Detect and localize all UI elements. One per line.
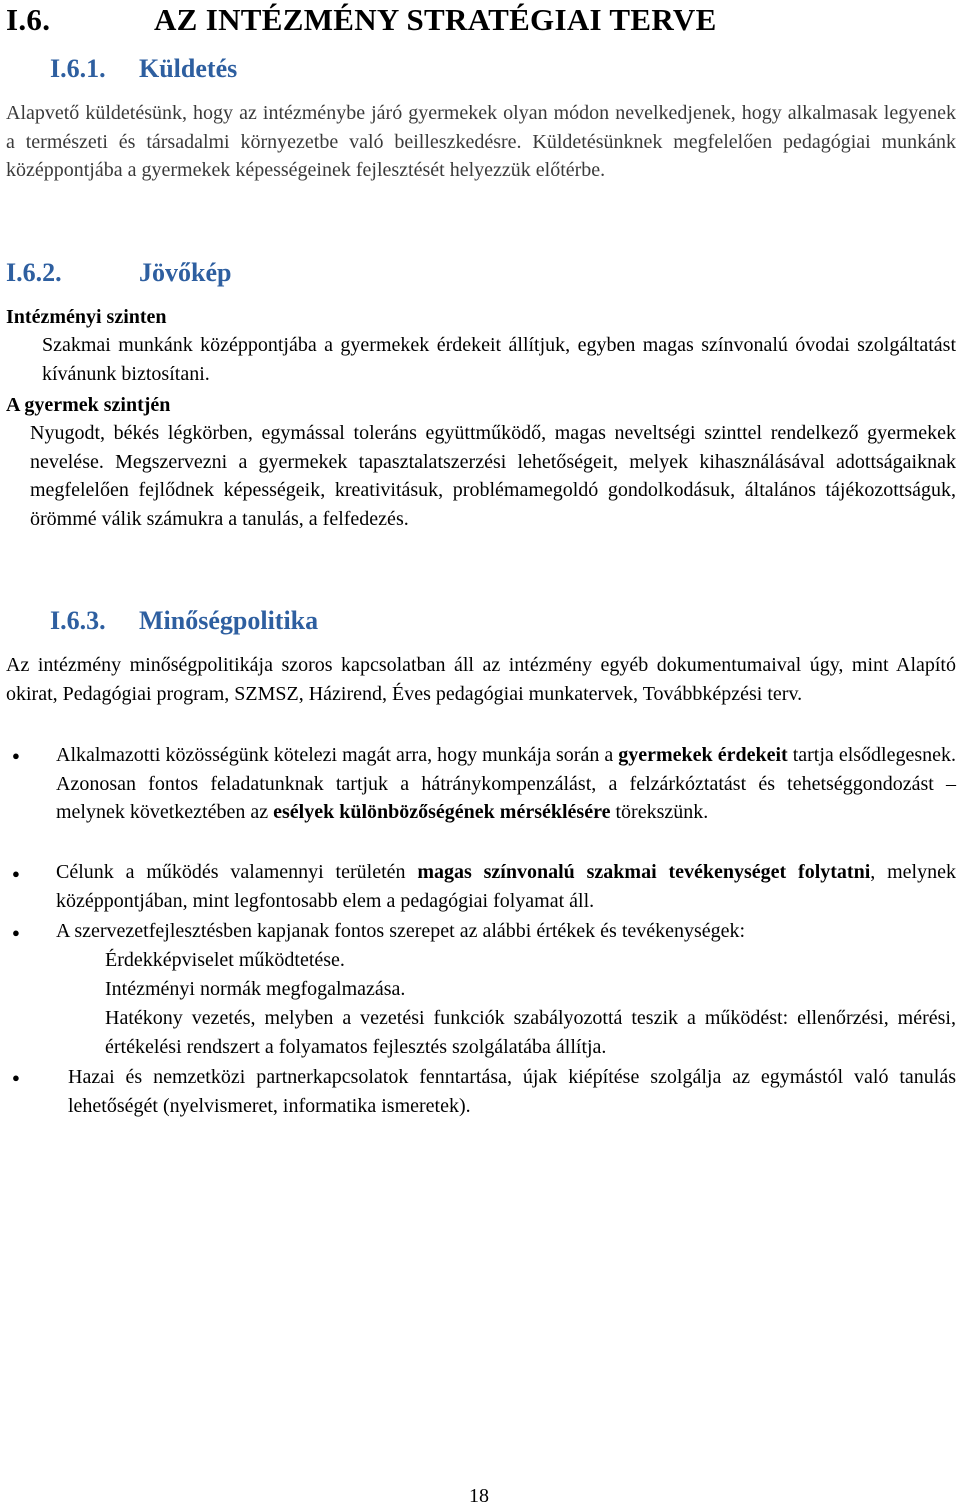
section-heading-jovokep bbox=[6, 258, 406, 292]
section-title: Küldetés bbox=[139, 54, 238, 83]
bullet-item-4: Hazai és nemzetközi partnerkapcsolatok fenntartása, újak kiépítése szolgálja az egymástól való tanulás lehetőségét (nyelvismeret, informatika ismeretek). bbox=[68, 1066, 956, 1117]
main-heading bbox=[6, 2, 906, 42]
gyermek-text: Nyugodt, békés légkörben, egymással toleráns együttműködő, magas neveltségi szinttel rendelkező gyermekek nevelése. Megszervezni a gyermekek tapasztalatszerzési lehetőségeit, melyek kihasználásával adottságaiknak megfelelően fejlődnek képességeik, kreativitásuk, problémamegoldó gondolkodásuk, általános tájékozottságuk, örömmé válik számukra a tanulás, a felfedezés. bbox=[30, 422, 956, 530]
page-number: 18 bbox=[469, 1485, 489, 1507]
subheading-gyermek: A gyermek szintjén bbox=[6, 394, 171, 416]
bullet-1-bold-b: esélyek különbözőségének mérséklésére bbox=[273, 801, 611, 824]
section-number: I.6.1. bbox=[50, 54, 106, 83]
intezmenyi-text: Szakmai munkánk középpontjába a gyermekek érdekeit állítjuk, egyben magas színvonalú óvodai szolgáltatást kívánunk biztosítani. bbox=[42, 334, 956, 385]
bullet-3-subitem-2: Intézményi normák megfogalmazása. bbox=[105, 978, 406, 1000]
bullet-1-text-c: törekszünk. bbox=[610, 801, 709, 824]
section-heading-minoseg bbox=[50, 606, 450, 640]
bullet-icon: ● bbox=[12, 925, 20, 940]
kuldetes-paragraph: Alapvető küldetésünk, hogy az intézménybe járó gyermekek olyan módon nevelkedjenek, hogy alkalmasak legyenek a természeti és társadalmi környezetbe való beilleszkedésre. Küldetésünknek megfelelően pedagógiai munkánk középpontjába a gyermekek képességeinek fejlesztését helyezzük előtérbe. bbox=[6, 102, 956, 182]
bullet-1-text-a: Alkalmazotti közösségünk kötelezi magát arra, hogy munkája során a bbox=[56, 744, 619, 766]
bullet-3-subitem-3: Hatékony vezetés, melyben a vezetési funkciók szabályozottá teszik a működést: ellenőrzési, mérési, értékelési rendszert a folyamatos fejlesztés szolgálatába állítja. bbox=[105, 1007, 956, 1058]
main-heading-title: AZ INTÉZMÉNY STRATÉGIAI TERVE bbox=[154, 2, 717, 37]
bullet-3-subitem-1: Érdekképviselet működtetése. bbox=[105, 949, 345, 971]
bullet-item-1 bbox=[56, 741, 956, 827]
subheading-intezmenyi: Intézményi szinten bbox=[6, 306, 167, 328]
section-heading-kuldetes bbox=[50, 54, 450, 88]
bullet-icon: ● bbox=[12, 1070, 20, 1085]
bullet-icon: ● bbox=[12, 866, 20, 881]
bullet-item-3: A szervezetfejlesztésben kapjanak fontos szerepet az alábbi értékek és tevékenységek: bbox=[56, 920, 746, 942]
section-number: I.6.2. bbox=[6, 258, 62, 287]
section-number: I.6.3. bbox=[50, 606, 106, 635]
bullet-icon: ● bbox=[12, 748, 20, 763]
bullet-1-bold-a: gyermekek érdekeit bbox=[618, 744, 788, 766]
bullet-2-text-a: Célunk a működés valamennyi területén bbox=[56, 861, 418, 883]
section-title: Minőségpolitika bbox=[139, 606, 319, 635]
section-title: Jövőkép bbox=[139, 258, 232, 287]
bullet-2-text-b: , melynek középpontjában, mint legfontosabb elem a pedagógiai folyamat áll. bbox=[56, 861, 956, 912]
minoseg-intro: Az intézmény minőségpolitikája szoros kapcsolatban áll az intézmény egyéb dokumentumaival úgy, mint Alapító okirat, Pedagógiai program, SZMSZ, Házirend, Éves pedagógiai munkatervek, Továbbképzési terv. bbox=[6, 654, 956, 705]
bullet-item-2 bbox=[56, 858, 956, 915]
bullet-2-bold: magas színvonalú szakmai tevékenységet folytatni bbox=[417, 861, 871, 883]
main-heading-number: I.6. bbox=[6, 2, 51, 37]
bullet-1-text-b: tartja elsődlegesnek. Azonosan fontos feladatunknak tartjuk a hátránykompenzálást, a felzárkóztatást és tehetséggondozást – melynek következtében az bbox=[56, 744, 957, 824]
